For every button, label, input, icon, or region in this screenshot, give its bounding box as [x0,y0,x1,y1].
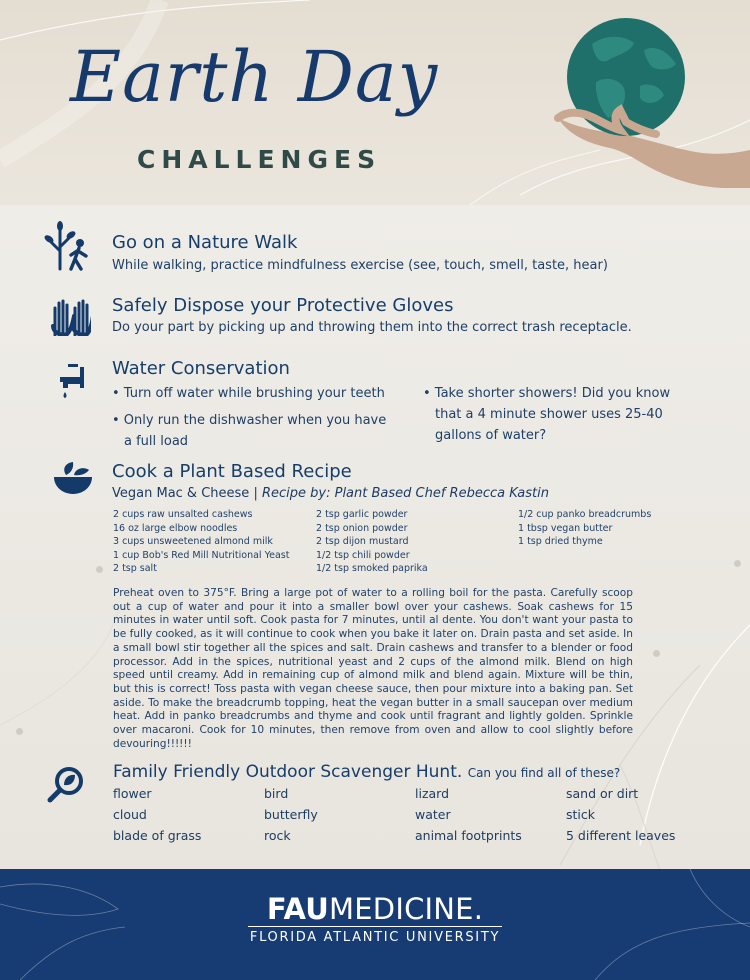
ingredient-item: 1/2 cup panko breadcrumbs [518,509,652,520]
ingredients-column-1 [113,508,289,576]
decorative-dot [96,566,103,573]
ingredient-item: 1/2 tsp chili powder [316,549,410,561]
ingredient-item: 1/2 tsp smoked paprika [316,563,428,574]
recipe-instructions: Preheat oven to 375°F. Bring a large pot of water to a rolling boil for the pasta. Carefully scoop out a cup of water and pour it into a smaller bowl over your cashews. Soak cashews for 15 minutes in water until soft. Cook pasta for 7 minutes, until al dente. You don't want your pasta to be fully cooked, as it will continue to cook when you bake it later on. Drain pasta and set aside. In a small bowl stir together all the spices and salt. Drain cashews and transfer to a blender or food processor. Add in the spices, nutritional yeast and 2 cups of the almond milk. Blend on high speed until creamy. Add in remaining cup of almond milk and blend again. Mixture will be thin, but this is correct! Toss pasta with vegan cheese sauce, then pour mixture into a baking pan. Set aside. To make the breadcrumb topping, heat the vegan butter in a small saucepan over medium heat. Add in panko breadcrumbs and thyme and cook until fragrant and lightly golden. Sprinkle over macaroni. Cook for 10 minutes, then remove from oven and allow to cool slightly before devouring!!!!!! [113,587,633,750]
faucet-icon [55,362,91,406]
recipe-author: Recipe by: Plant Based Chef Rebecca Kastin [261,486,549,501]
header-banner [0,0,750,205]
university-name: FLORIDA ATLANTIC UNIVERSITY [249,930,501,945]
ingredient-item: 1 cup Bob's Red Mill Nutritional Yeast [113,549,290,561]
hunt-question: Can you find all of these? [467,766,621,780]
logo-divider [248,926,502,927]
hunt-item: butterfly [264,807,318,822]
water-bullet-line: gallons of water? [435,428,547,443]
footer-banner [0,869,750,980]
hunt-item-grid [113,786,703,845]
fau-wordmark: FAU [266,892,330,926]
nature-walk-title: Go on a Nature Walk [112,232,298,253]
decorative-dot [734,560,741,567]
ingredient-item: 2 tsp onion powder [316,522,408,534]
hunt-item: cloud [113,807,147,822]
recipe-separator: | [253,486,258,501]
hunt-item: flower [113,786,152,801]
hunt-item: lizard [415,786,450,801]
ingredient-item: 16 oz large elbow noodles [113,522,238,534]
recipe-dish-name: Vegan Mac & Cheese [112,486,250,501]
magnifier-leaf-icon [46,765,86,809]
decorative-dot [16,728,23,735]
water-bullet-line: • Only run the dishwasher when you have [112,413,387,428]
globe-illustration [548,10,750,200]
hunt-item: rock [264,828,291,843]
decorative-dot [653,650,660,657]
ingredient-item: 2 tsp garlic powder [316,509,408,520]
recipe-subtitle [112,486,549,501]
hunt-item: water [415,807,451,822]
hunt-title: Family Friendly Outdoor Scavenger Hunt. [113,762,463,782]
water-bullet-line: • Turn off water while brushing your teeth [112,386,385,401]
gloves-icon [49,296,91,340]
gloves-description: Do your part by picking up and throwing them into the correct trash receptacle. [112,320,632,335]
tree-walker-icon [44,221,92,275]
ingredient-item: 3 cups unsweetened almond milk [113,536,273,547]
hunt-heading [113,762,620,782]
gloves-title: Safely Dispose your Protective Gloves [112,295,454,316]
ingredient-item: 1 tbsp vegan butter [518,522,613,534]
bowl-icon [52,461,94,499]
water-bullet-line: • Take shorter showers! Did you know [423,386,671,401]
hunt-item: stick [566,807,595,822]
hunt-item: blade of grass [113,828,202,843]
subheadline: CHALLENGES [137,145,382,174]
ingredients-column-3 [518,508,651,549]
ingredient-item: 2 tsp dijon mustard [316,536,409,547]
hunt-item: bird [264,786,289,801]
headline: Earth Day [70,36,439,118]
recipe-title: Cook a Plant Based Recipe [112,461,352,482]
hunt-item: 5 different leaves [566,828,676,843]
ingredient-item: 2 cups raw unsalted cashews [113,509,253,520]
water-bullet-line: a full load [124,434,189,449]
hunt-item: animal footprints [415,828,522,843]
nature-walk-description: While walking, practice mindfulness exercise (see, touch, smell, taste, hear) [112,258,608,273]
water-title: Water Conservation [112,358,290,379]
ingredient-item: 2 tsp salt [113,563,157,574]
water-bullet-line: that a 4 minute shower uses 25-40 [435,407,663,422]
medicine-wordmark: MEDICINE. [329,892,484,926]
fau-medicine-logo [0,892,750,926]
ingredients-column-2 [316,508,428,576]
ingredient-item: 1 tsp dried thyme [518,536,603,547]
hunt-item: sand or dirt [566,786,639,801]
